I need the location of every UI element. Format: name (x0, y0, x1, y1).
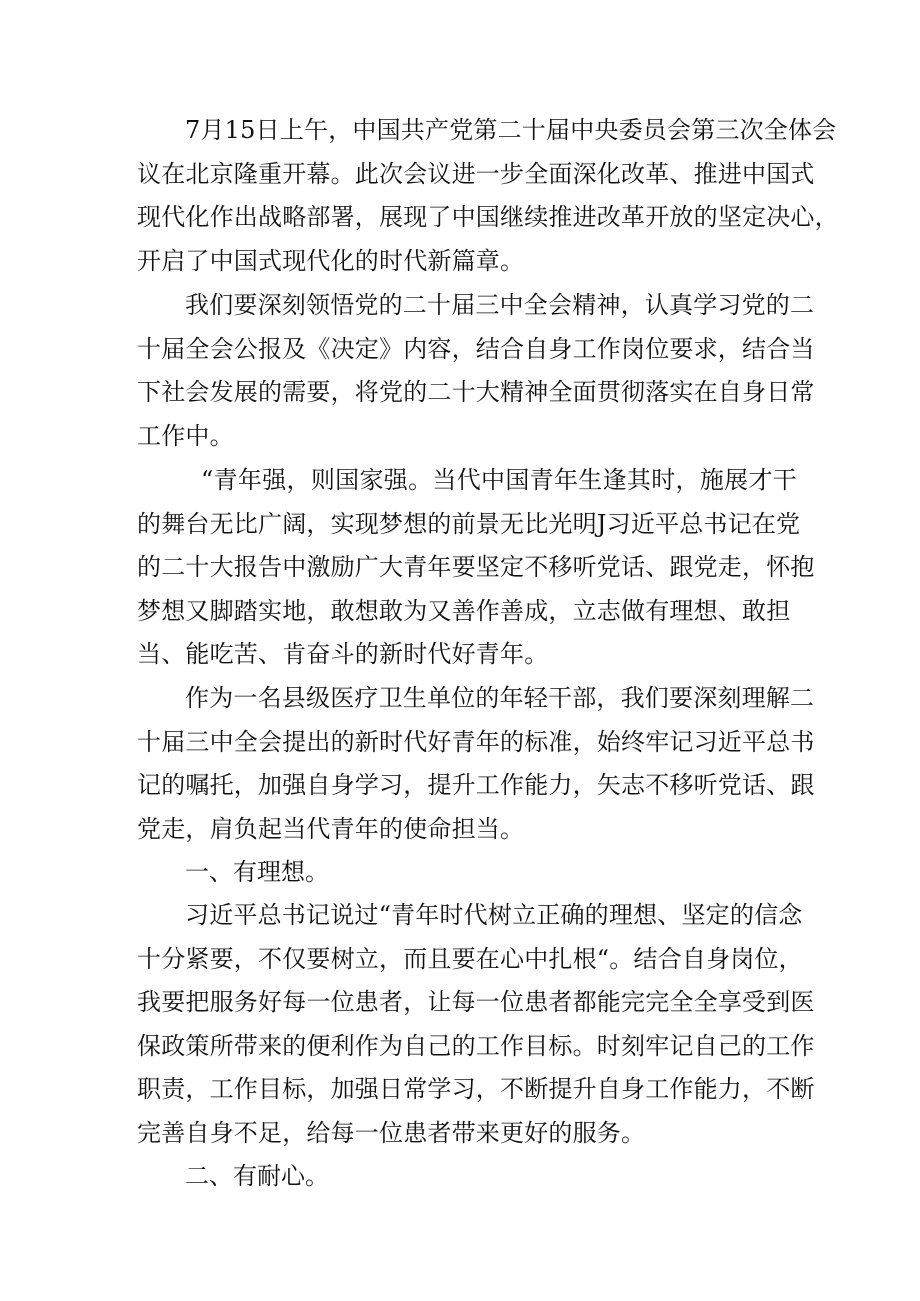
text-line: “青年强，则国家强。当代中国青年生逢其时，施展才干 (201, 466, 797, 494)
text-line: 7月15日上午，中国共产党第二十届中央委员会第三次全体会 (185, 116, 837, 144)
text-line: 的舞台无比广阔，实现梦想的前景无比光明J习近平总书记在党 (137, 509, 801, 538)
paragraph-ideals-body (137, 894, 815, 1155)
paragraph-youth-quote (137, 459, 815, 677)
text-line: 工作中。 (137, 421, 234, 450)
text-line: 作为一名县级医疗卫生单位的年轻干部，我们要深刻理解二 (185, 684, 815, 712)
section-heading-ideals: 一、有理想。 (185, 858, 329, 886)
text-line: 我们要深刻领悟党的二十届三中全会精神，认真学习党的二 (185, 291, 815, 319)
text-line: 记的嘱托，加强自身学习，提升工作能力，矢志不移听党话、跟 (137, 771, 815, 799)
text-line: 下社会发展的需要，将党的二十大精神全面贯彻落实在自身日常 (137, 378, 815, 406)
text-line: 党走，肩负起当代青年的使命担当。 (137, 814, 525, 843)
text-line: 当、能吃苦、肯奋斗的新时代好青年。 (137, 640, 549, 668)
text-line: 现代化作出战略部署，展现了中国继续推进改革开放的坚定决心， (137, 203, 839, 231)
text-line: 我要把服务好每一位患者，让每一位患者都能完完全全享受到医 (137, 988, 815, 1016)
text-line: 职责，工作目标，加强日常学习，不断提升自身工作能力，不断 (137, 1075, 815, 1103)
section-heading-patience: 二、有耐心。 (185, 1162, 329, 1190)
text-line: 的二十大报告中激励广大青年要坚定不移听党话、跟党走，怀抱 (137, 553, 815, 581)
paragraph-study-spirit (137, 284, 815, 458)
text-line: 梦想又脚踏实地，敢想敢为又善作善成，立志做有理想、敢担 (137, 596, 791, 625)
text-line: 完善自身不足，给每一位患者带来更好的服务。 (137, 1118, 646, 1147)
text-line: 十分紧要，不仅要树立，而且要在心中扎根“。结合自身岗位， (137, 944, 803, 973)
text-line: 议在北京隆重开幕。此次会议进一步全面深化改革、推进中国式 (137, 159, 815, 188)
paragraph-young-cadre (137, 677, 815, 851)
text-line: 开启了中国式现代化的时代新篇章。 (137, 246, 525, 275)
text-line: 十届全会公报及《决定》内容，结合自身工作岗位要求，结合当 (137, 334, 815, 363)
text-line: 保政策所带来的便利作为自己的工作目标。时刻牢记自己的工作 (137, 1031, 815, 1060)
text-line: 十届三中全会提出的新时代好青年的标准，始终牢记习近平总书 (137, 727, 815, 756)
text-line: 习近平总书记说过“青年时代树立正确的理想、坚定的信念 (185, 901, 803, 929)
paragraph-opening (137, 109, 839, 283)
